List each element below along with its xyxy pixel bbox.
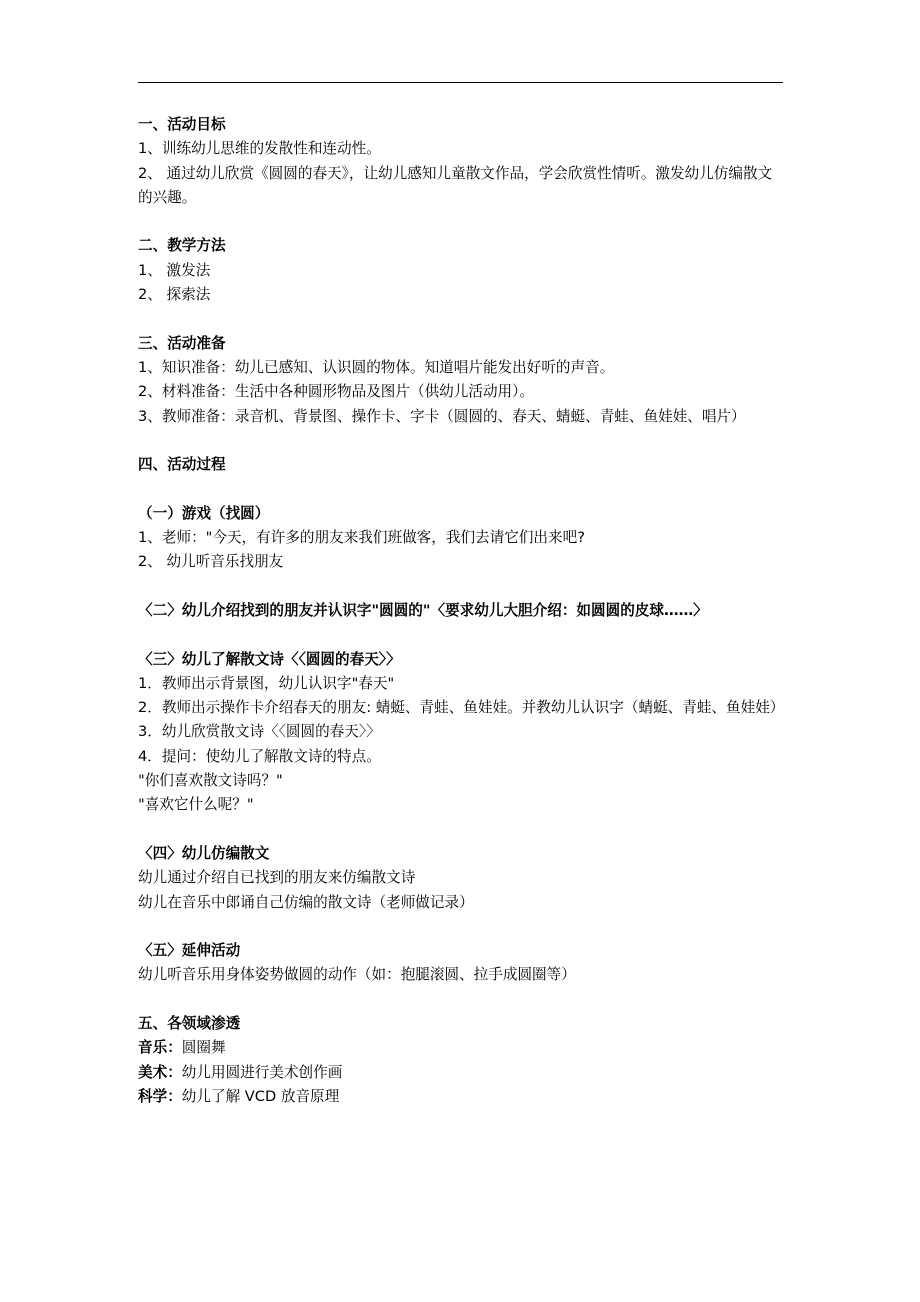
step-3-item-2: 2．教师出示操作卡介绍春天的朋友: 蜻蜓、青蛙、鱼娃娃。并教幼儿认识字（蜻蜓、青蛙、鱼娃娃） bbox=[138, 699, 785, 717]
prep-item-1: 1、知识准备：幼儿已感知、认识圆的物体。知道唱片能发出好听的声音。 bbox=[138, 358, 615, 376]
step-3-question-1: "你们喜欢散文诗吗？" bbox=[138, 772, 283, 790]
step-4-item-2: 幼儿在音乐中郎诵自己仿编的散文诗（老师做记录） bbox=[138, 893, 474, 911]
domain-art bbox=[138, 1061, 786, 1085]
method-item-2: 2、 探索法 bbox=[138, 286, 211, 304]
spacer bbox=[138, 915, 786, 939]
spacer bbox=[138, 307, 786, 331]
domain-science bbox=[138, 1085, 786, 1109]
domain-music-text: 圆圈舞 bbox=[181, 1039, 226, 1057]
step-title-extension: 〈五〉延伸活动 bbox=[138, 942, 241, 960]
spacer bbox=[138, 818, 786, 842]
domain-art-label: 美术： bbox=[138, 1063, 182, 1081]
spacer bbox=[138, 429, 786, 453]
method-item-1: 1、 激发法 bbox=[138, 261, 211, 279]
domain-science-text: 幼儿了解 VCD 放音原理 bbox=[181, 1087, 340, 1105]
domain-science-label: 科学： bbox=[138, 1087, 182, 1105]
document-body bbox=[138, 113, 786, 1109]
step-3-item-1: 1．教师出示背景图，幼儿认识字"春天" bbox=[138, 674, 395, 692]
step-3-question-2: "喜欢它什么呢？" bbox=[138, 796, 254, 814]
spacer bbox=[138, 575, 786, 599]
goal-item-2: 2、 通过幼儿欣赏《圆圆的春天》，让幼儿感知儿童散文作品，学会欣赏性情听。激发幼儿仿编散文的兴趣。 bbox=[138, 164, 773, 206]
step-title-game: （一）游戏（找圆） bbox=[138, 504, 270, 522]
section-title-goals: 一、活动目标 bbox=[138, 116, 226, 133]
spacer bbox=[138, 477, 786, 501]
spacer bbox=[138, 988, 786, 1012]
prep-item-2: 2、材料准备：生活中各种圆形物品及图片（供幼儿活动用）。 bbox=[138, 383, 535, 401]
step-1-item-2: 2、 幼儿听音乐找朋友 bbox=[138, 553, 284, 571]
step-3-item-3: 3．幼儿欣赏散文诗〈〈圆圆的春天〉〉 bbox=[138, 723, 381, 741]
section-title-process: 四、活动过程 bbox=[138, 456, 226, 474]
step-5-item-1: 幼儿听音乐用身体姿势做圆的动作（如：抱腿滚圆、拉手成圆圈等） bbox=[138, 966, 576, 984]
step-title-imitate: 〈四〉幼儿仿编散文 bbox=[138, 844, 270, 862]
spacer bbox=[138, 210, 786, 234]
step-title-poem: 〈三〉幼儿了解散文诗〈〈圆圆的春天〉〉 bbox=[138, 650, 401, 668]
domain-music bbox=[138, 1036, 786, 1060]
step-3-item-4: 4．提问：使幼儿了解散文诗的特点。 bbox=[138, 747, 381, 765]
section-title-domains: 五、各领域渗透 bbox=[138, 1014, 241, 1032]
prep-item-3: 3、教师准备：录音机、背景图、操作卡、字卡（圆圆的、春天、蜻蜓、青蛙、鱼娃娃、唱片） bbox=[138, 407, 746, 425]
section-title-methods: 二、教学方法 bbox=[138, 237, 226, 255]
spacer bbox=[138, 623, 786, 647]
step-title-introduce: 〈二〉幼儿介绍找到的朋友并认识字"圆圆的"〈要求幼儿大胆介绍：如圆圆的皮球……〉 bbox=[138, 601, 708, 619]
domain-art-text: 幼儿用圆进行美术创作画 bbox=[181, 1063, 343, 1081]
section-title-preparation: 三、活动准备 bbox=[138, 334, 226, 352]
step-4-item-1: 幼儿通过介绍自已找到的朋友来仿编散文诗 bbox=[138, 869, 416, 887]
step-1-item-1: 1、老师："今天，有许多的朋友来我们班做客，我们去请它们出来吧? bbox=[138, 529, 585, 547]
goal-item-1: 1、训练幼儿思维的发散性和连动性。 bbox=[138, 140, 381, 158]
domain-music-label: 音乐： bbox=[138, 1039, 182, 1057]
header-rule bbox=[138, 82, 783, 83]
